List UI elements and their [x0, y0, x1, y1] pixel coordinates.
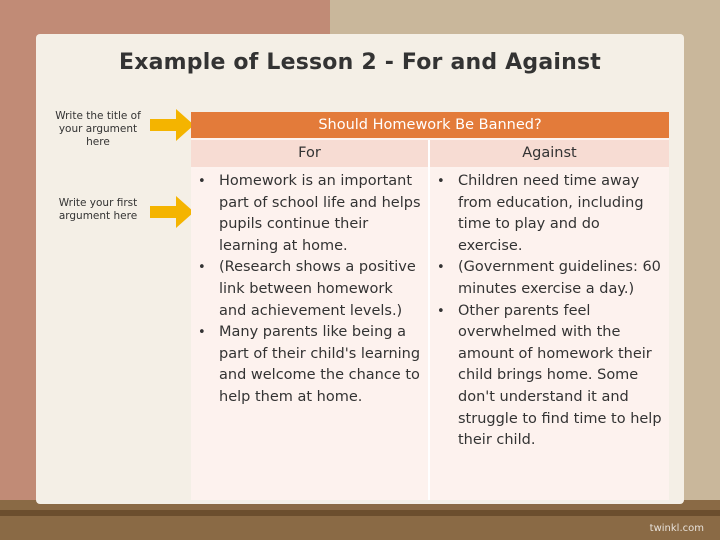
list-item: • Many parents like being a part of their child's learning and welcome the chance to help them at home.: [191, 322, 424, 408]
table-heading: Should Homework Be Banned?: [191, 112, 669, 138]
column-header-for: For: [191, 140, 428, 167]
background-floor-stripe: [0, 510, 720, 516]
list-item: • (Research shows a positive link between homework and achievement levels.): [191, 257, 424, 322]
list-item: • Children need time away from education, including time to play and do exercise.: [430, 171, 665, 257]
list-item: • Homework is an important part of school life and helps pupils continue their learning at home.: [191, 171, 424, 257]
arrow-right-icon: [150, 109, 194, 141]
list-item: • (Government guidelines: 60 minutes exercise a day.): [430, 257, 665, 300]
argument-hint-label: Write your first argument here: [58, 197, 138, 222]
list-item: • Other parents feel overwhelmed with the amount of homework their child brings home. Some don't understand it and struggle to find time to help their child.: [430, 301, 665, 452]
for-against-table: [191, 112, 669, 500]
column-divider: [428, 140, 430, 500]
slide-title: Example of Lesson 2 - For and Against: [118, 50, 602, 75]
column-header-against: Against: [430, 140, 669, 167]
column-for: [191, 169, 428, 500]
watermark: twinkl.com: [649, 523, 704, 534]
title-hint-label: Write the title of your argument here: [55, 110, 141, 148]
background-floor: [0, 500, 720, 540]
arrow-right-icon: [150, 196, 194, 228]
column-against: [430, 169, 669, 500]
